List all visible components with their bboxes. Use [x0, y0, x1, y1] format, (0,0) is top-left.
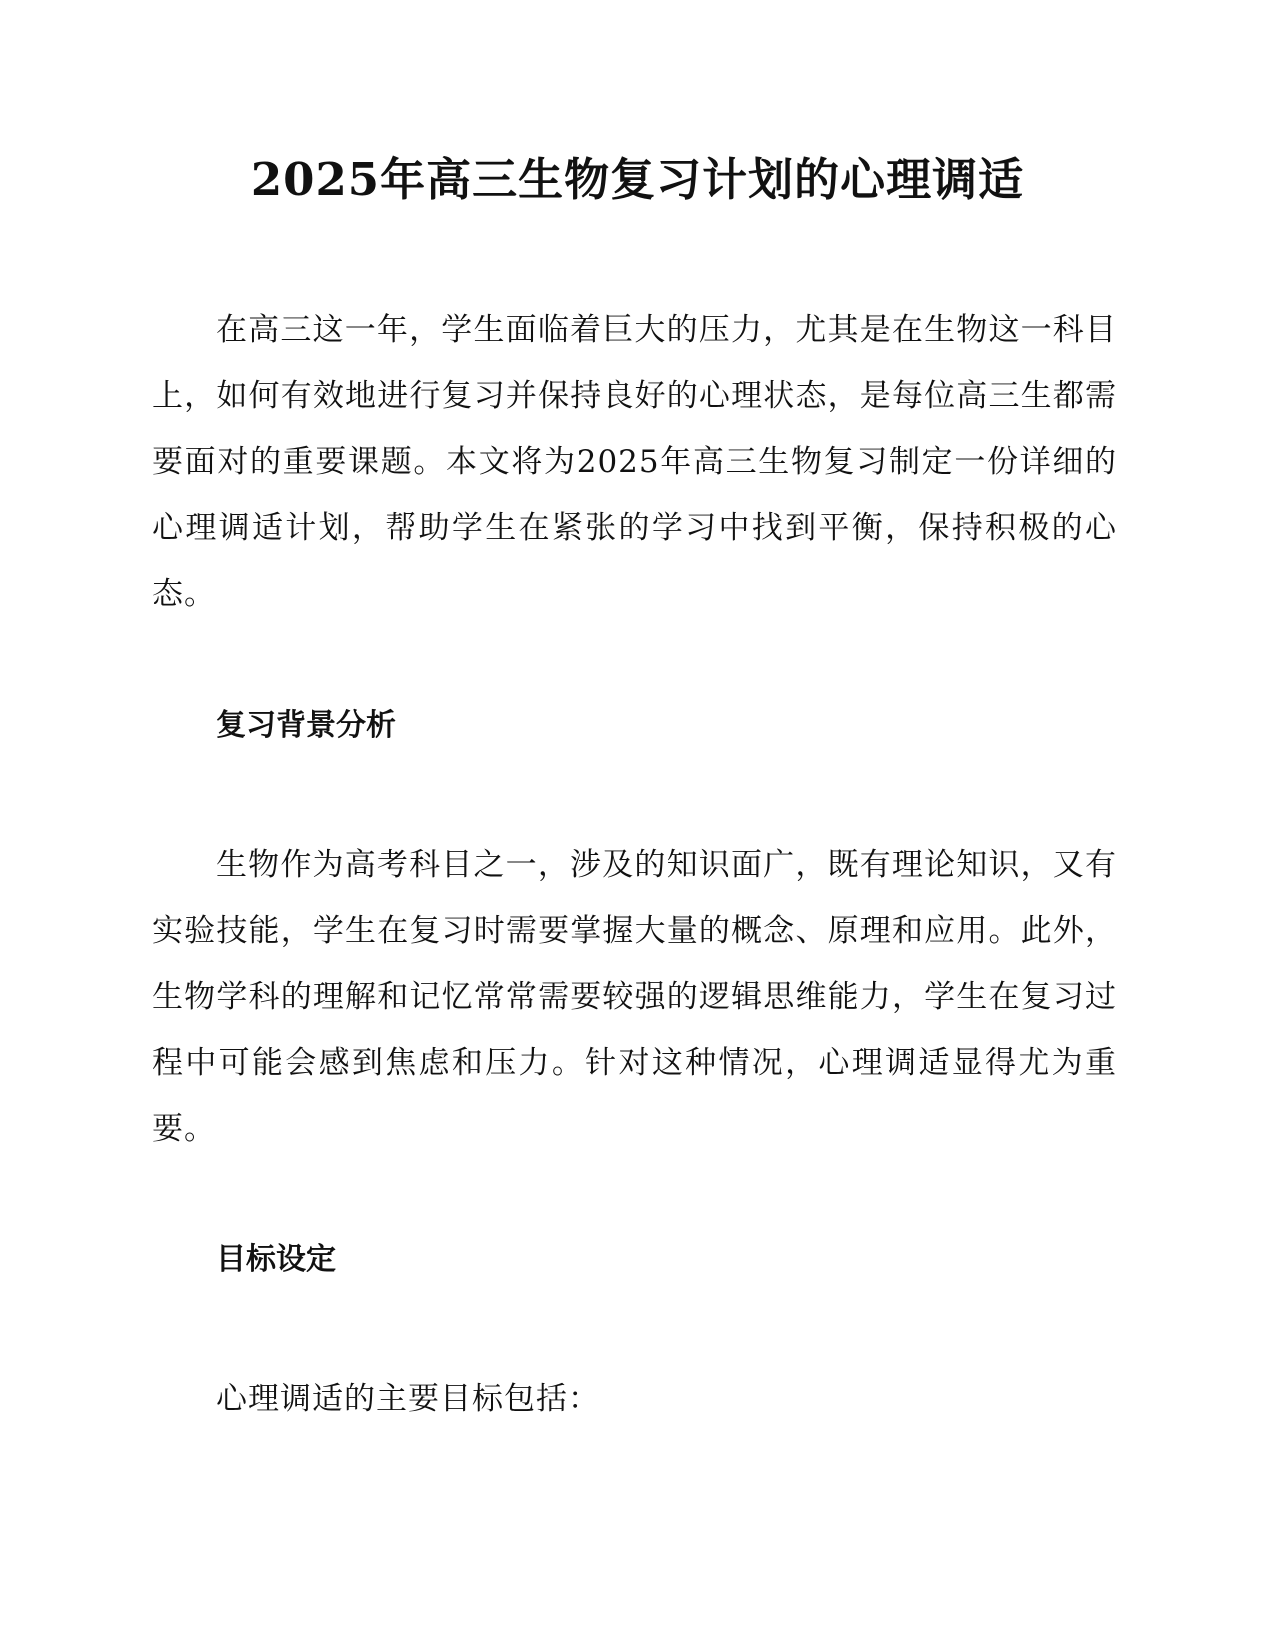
- intro-paragraph: 在高三这一年，学生面临着巨大的压力，尤其是在生物这一科目上，如何有效地进行复习并保持良好的心理状态，是每位高三生都需要面对的重要课题。本文将为2025年高三生物复习制定一份详细的心理调适计划，帮助学生在紧张的学习中找到平衡，保持积极的心态。: [152, 312, 1117, 612]
- document-title: 2025年高三生物复习计划的心理调适: [250, 153, 1025, 206]
- section-paragraph-goals: 心理调适的主要目标包括：: [216, 1381, 600, 1417]
- section-heading-goals: 目标设定: [216, 1242, 336, 1277]
- section-heading-background: 复习背景分析: [216, 708, 396, 743]
- section-paragraph-background: 生物作为高考科目之一，涉及的知识面广，既有理论知识，又有实验技能，学生在复习时需要掌握大量的概念、原理和应用。此外，生物学科的理解和记忆常常需要较强的逻辑思维能力，学生在复习过程中可能会感到焦虑和压力。针对这种情况，心理调适显得尤为重要。: [152, 847, 1117, 1147]
